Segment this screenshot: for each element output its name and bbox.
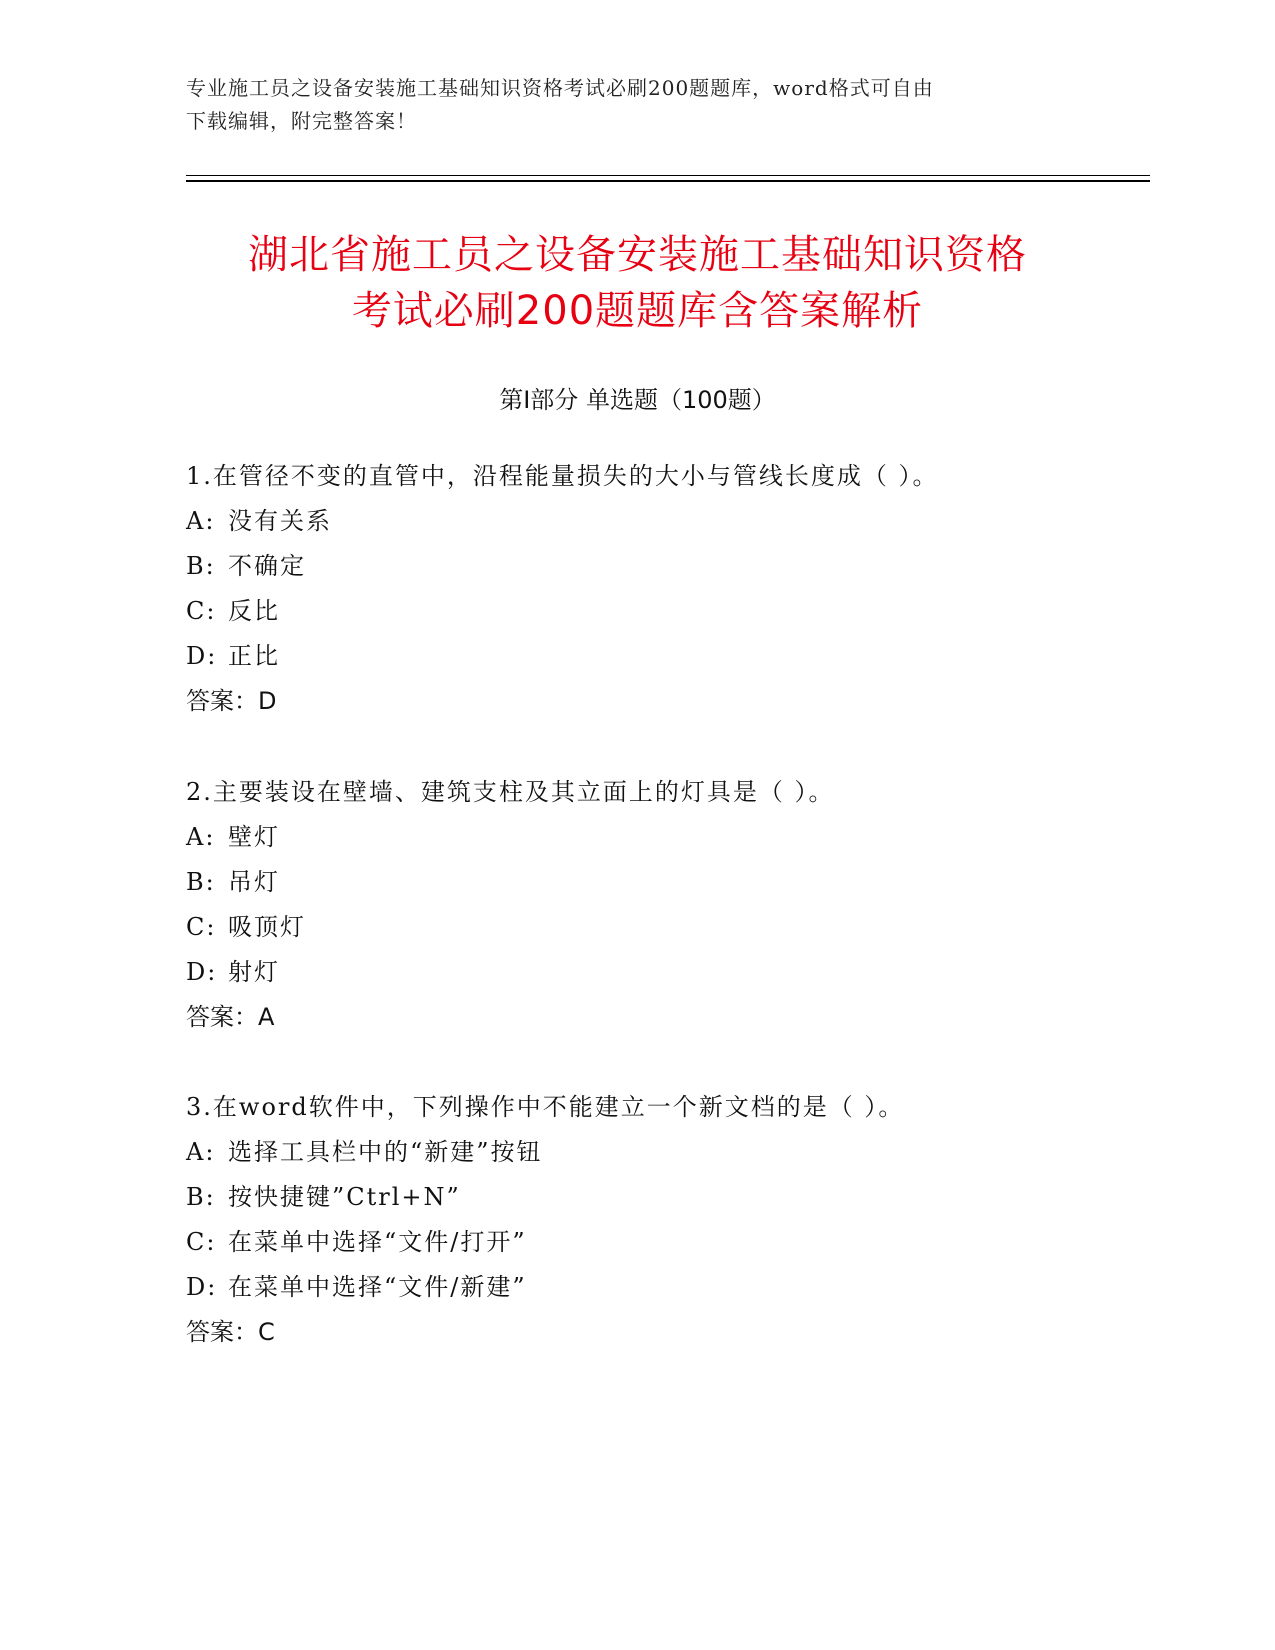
option-letter: B: (186, 1183, 216, 1211)
header-rule-thin (186, 175, 1150, 176)
option-letter: D: (186, 642, 218, 670)
option-d (186, 634, 1146, 679)
option-b (186, 1175, 1146, 1220)
option-letter: B: (186, 868, 216, 896)
question-stem: 2.主要装设在壁墙、建筑支柱及其立面上的灯具是（ ）。 (186, 778, 835, 806)
option-a (186, 1130, 1146, 1175)
option-text: 不确定 (228, 552, 306, 580)
option-letter: A: (186, 507, 216, 535)
answer-line: 答案：D (186, 687, 277, 715)
option-d (186, 1265, 1146, 1310)
option-text: 射灯 (228, 958, 280, 986)
option-b (186, 544, 1146, 589)
option-text: 按快捷键”Ctrl+N” (228, 1183, 461, 1211)
option-letter: A: (186, 823, 216, 851)
document-header (186, 72, 1066, 138)
option-text: 在菜单中选择“文件/打开” (228, 1228, 527, 1256)
option-letter: C: (186, 913, 217, 941)
option-letter: C: (186, 597, 217, 625)
question-1 (186, 454, 1146, 724)
header-rule-thick (186, 180, 1150, 182)
option-letter: D: (186, 958, 218, 986)
option-text: 壁灯 (228, 823, 280, 851)
option-a (186, 815, 1146, 860)
title-line-2: 考试必刷200题题库含答案解析 (351, 288, 924, 334)
option-text: 选择工具栏中的“新建”按钮 (228, 1138, 543, 1166)
option-c (186, 905, 1146, 950)
answer-line: 答案：A (186, 1003, 275, 1031)
option-c (186, 589, 1146, 634)
option-text: 反比 (228, 597, 280, 625)
header-line-1: 专业施工员之设备安装施工基础知识资格考试必刷200题题库，word格式可自由 (186, 76, 934, 100)
option-text: 吊灯 (228, 868, 280, 896)
question-2 (186, 770, 1146, 1040)
option-text: 没有关系 (228, 507, 332, 535)
question-3 (186, 1085, 1146, 1355)
option-b (186, 860, 1146, 905)
option-letter: A: (186, 1138, 216, 1166)
answer-line: 答案：C (186, 1318, 275, 1346)
header-line-2: 下载编辑，附完整答案！ (186, 109, 417, 133)
question-stem: 3.在word软件中，下列操作中不能建立一个新文档的是（ ）。 (186, 1093, 905, 1121)
option-letter: B: (186, 552, 216, 580)
option-letter: D: (186, 1273, 218, 1301)
question-stem: 1.在管径不变的直管中，沿程能量损失的大小与管线长度成（ ）。 (186, 462, 939, 490)
document-title (100, 227, 1175, 339)
option-a (186, 499, 1146, 544)
section-heading: 第Ⅰ部分 单选题（100题） (499, 386, 776, 414)
option-text: 正比 (228, 642, 280, 670)
title-line-1: 湖北省施工员之设备安装施工基础知识资格 (248, 232, 1027, 278)
option-c (186, 1220, 1146, 1265)
option-text: 在菜单中选择“文件/新建” (228, 1273, 527, 1301)
option-d (186, 950, 1146, 995)
option-text: 吸顶灯 (228, 913, 306, 941)
option-letter: C: (186, 1228, 217, 1256)
